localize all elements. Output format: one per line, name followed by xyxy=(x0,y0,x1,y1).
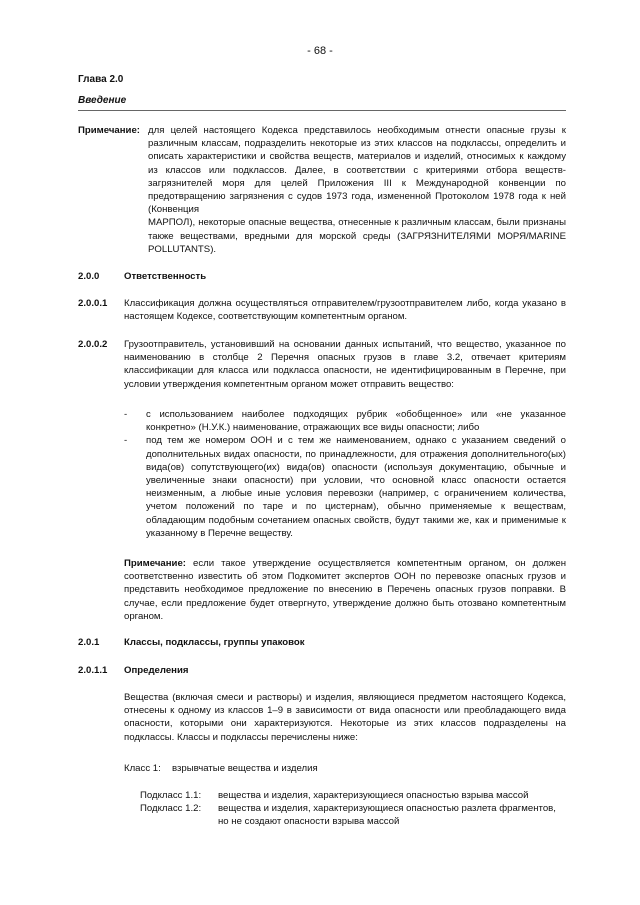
paragraph: Вещества (включая смеси и растворы) и изделия, являющиеся предметом настоящего Кодекса, отнесены к одному из классов 1–9 в зависимости от вида опасности или преобладающего вида опасности, которыми они характеризуются. Некоторые из этих классов подразделены на подклассы. Классы и подклассы перечислены ниже: xyxy=(124,692,566,743)
section-number: 2.0.1.1 xyxy=(78,665,108,676)
note-text: если такое утверждение осуществляется компетентным органом, он должен соответственно известить об этом Подкомитет экспертов ООН по перевозке опасных грузов и представить необходимое предложение по внесению в Перечень опасных грузов поправки. В случае, если предложение будет отвергнуто, утверждение должно быть отозвано компетентным органом. xyxy=(124,558,566,622)
page-number: - 68 - xyxy=(307,45,333,57)
note-text-part2: МАРПОЛ), некоторые опасные вещества, отнесенные к различным классам, были признаны также веществами, вредными для морской среды (ЗАГРЯЗНИТЕЛЯМИ МОРЯ/MARINE POLLUTANTS). xyxy=(148,217,566,255)
class-label: Класс 1: xyxy=(124,763,161,774)
dash-list xyxy=(124,408,566,540)
note-text xyxy=(148,124,566,256)
list-item-text: с использованием наиболее подходящих рубрик «обобщенное» или «не указанное конкретно» (Н.У.К.) наименование, отражающих все виды опасности; либо xyxy=(146,409,566,434)
section-title: Ответственность xyxy=(124,271,207,282)
paragraph: Классификация должна осуществляться отправителем/грузоотправителем либо, когда указано в настоящем Кодексе, соответствующим компетентным органом. xyxy=(124,298,566,323)
note-label: Примечание: xyxy=(78,125,140,136)
paragraph: Грузоотправитель, установивший на основании данных испытаний, что вещество, указанное по наименованию в столбце 2 Перечня опасных грузов в главе 3.2, отвечает критериям классификации для класса или подкласса опасности, не идентифицированным в Перечне, при условии утверждения компетентным органом может отправить вещество: xyxy=(124,339,566,390)
subclass-text: вещества и изделия, характеризующиеся опасностью разлета фрагментов, но не создают опасности взрыва массой xyxy=(218,803,556,828)
header-rule xyxy=(78,110,566,111)
section-number: 2.0.0.2 xyxy=(78,339,108,350)
dash-marker: - xyxy=(124,435,128,447)
subclass-text: вещества и изделия, характеризующиеся опасностью взрыва массой xyxy=(218,790,529,801)
section-number: 2.0.0.1 xyxy=(78,298,108,309)
class-text: взрывчатые вещества и изделия xyxy=(172,763,318,774)
subclass-label: Подкласс 1.1: xyxy=(140,790,202,801)
chapter-title: Глава 2.0 xyxy=(78,74,124,85)
section-number: 2.0.1 xyxy=(78,637,100,648)
section-number: 2.0.0 xyxy=(78,271,100,282)
list-item xyxy=(124,434,566,540)
chapter-subtitle: Введение xyxy=(78,95,127,106)
section-title: Определения xyxy=(124,665,189,676)
subclass-row xyxy=(140,802,566,828)
list-item xyxy=(124,408,566,434)
subclass-label: Подкласс 1.2: xyxy=(140,803,202,815)
subclass-row xyxy=(140,789,566,802)
dash-marker: - xyxy=(124,409,128,420)
section-title: Классы, подклассы, группы упаковок xyxy=(124,637,305,648)
list-item-text: под тем же номером ООН и с тем же наименованием, однако с указанием сведений о дополнительных видах опасности, по принадлежности, для отражения дополнительного(ых) вида(ов) сопутствующего(их) вида(ов) опасности (используя документацию, обычные и увеличенные знаки опасности) при условии, что основной класс опасности остается неизменным, а любые иные условия перевозки (например, с ограничением количества, учетом положений по таре и по цистернам), обычно применяемые к веществам, обладающим подобным сочетанием опасных свойств, будут такими же, как и применимые к указанному в Перечне веществу. xyxy=(146,435,566,539)
subclass-list xyxy=(140,789,566,829)
note-paragraph xyxy=(124,557,566,623)
note-label: Примечание: xyxy=(124,558,186,569)
note-text-part1: для целей настоящего Кодекса представилось необходимым отнести опасные грузы к различным классам, подразделить некоторые из этих классов на подклассы, определить и описать характеристики и свойства веществ, материалов и изделий, относимых к каждому из классов или подклассов. Далее, в соответствии с критериями отбора веществ-загрязнителей моря для целей Приложения III к Международной конвенции по предотвращению загрязнения с судов 1973 года, измененной Протоколом 1978 года к ней (Конвенция xyxy=(148,125,566,216)
